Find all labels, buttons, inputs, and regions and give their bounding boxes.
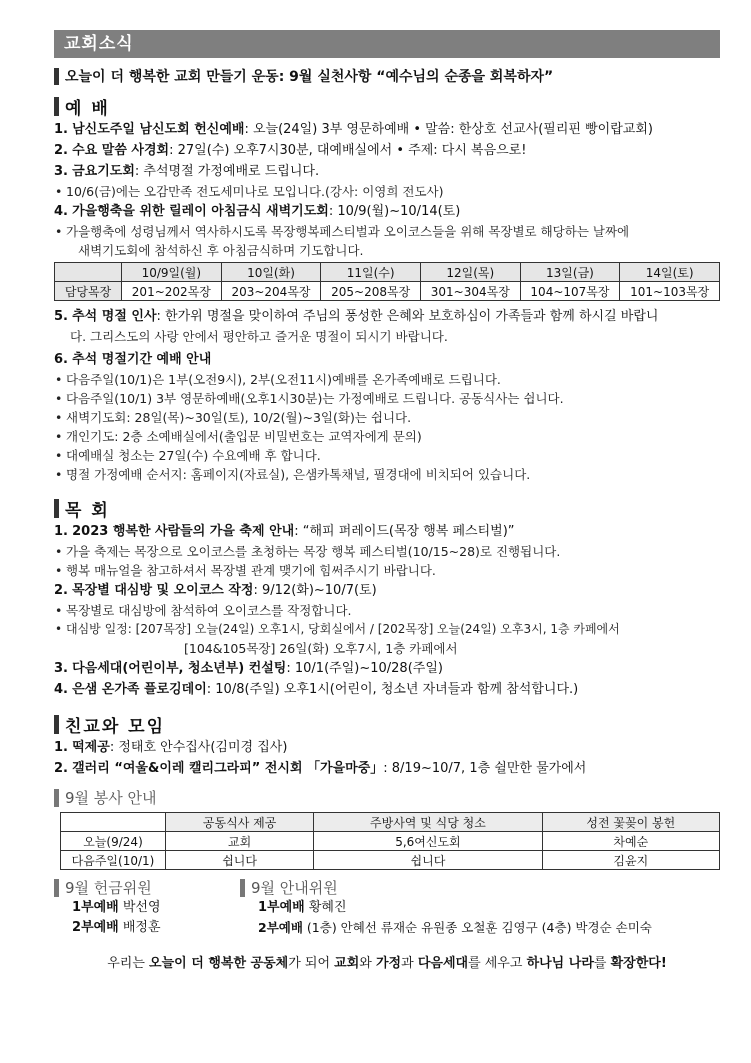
section-bar-icon [54,499,59,518]
fellowship-item-1: 1. 떡제공: 정태호 안수집사(김미경 집사) [54,740,288,755]
list-item: • 행복 매뉴얼을 참고하셔서 목장별 관계 맺기에 힘써주시기 바랍니다. [54,561,720,580]
ministry-section-title: 목 회 [54,496,720,521]
list-item: • 10/6(금)에는 오감만족 전도세미나로 모입니다.(강사: 이영희 전도사) [54,182,720,201]
ministry-item-2: 2. 목장별 대심방 및 오이코스 작정: 9/12(화)~10/7(토) [54,583,377,598]
worship-item-6: 6. 추석 명절기간 예배 안내 [54,352,212,367]
list-item: 2부예배 (1층) 안혜선 류재순 유원종 오철훈 김영구 (4층) 박경순 손미숙 [258,920,652,935]
list-item-continued: 다. 그리스도의 사랑 안에서 평안하고 즐거운 명절이 되시기 바랍니다. [70,329,448,344]
ministry-item-3: 3. 다음세대(어린이부, 청소년부) 컨설팅: 10/1(주일)~10/28(주일) [54,661,443,676]
monthly-theme [54,66,720,86]
list-item-continued: 새벽기도회에 참석하신 후 아침금식하며 기도합니다. [78,243,364,258]
list-item: • 가을 축제는 목장으로 오이코스를 초청하는 목장 행복 페스티벌(10/15~28)로 진행됩니다. [54,542,720,561]
table-header-row: 10/9일(월) 10일(화) 11일(수) 12일(목) 13일(금) 14일(토) [55,263,720,282]
relay-prayer-table [54,262,720,301]
offering-committee: 9월 헌금위원 1부예배 박선영 2부예배 배정훈 [54,878,240,938]
table-row: 다음주일(10/1) 쉽니다 쉽니다 김윤지 [61,851,720,870]
list-item: • 새벽기도회: 28일(목)~30일(토), 10/2(월)~3일(화)는 쉽니다. [54,408,720,427]
worship-item-1: 1. 남신도주일 남신도회 헌신예배: 오늘(24일) 3부 영문하예배 • 말씀: 한상호 선교사(필리핀 빵이랍교회) [54,122,653,137]
usher-committee: 9월 안내위원 1부예배 황혜진 2부예배 (1층) 안혜선 류재순 유원종 오철훈 김영구 (4층) 박경순 손미숙 [240,878,720,938]
list-item: 1부예배 박선영 [72,900,161,915]
section-bar-icon [54,789,59,807]
theme-text: 오늘이 더 행복한 교회 만들기 운동: 9월 실천사항 “예수님의 순종을 회복하자” [65,69,554,85]
bulletin-page [54,30,720,971]
list-item-continued: [104&105목장] 26일(화) 오후7시, 1층 카페에서 [184,641,458,656]
table-header-row: 공동식사 제공 주방사역 및 식당 청소 성전 꽃꽂이 봉헌 [61,813,720,832]
list-item: • 목장별로 대심방에 참석하여 오이코스를 작정합니다. [54,601,720,620]
list-item: • 다음주일(10/1) 3부 영문하예배(오후1시30분)는 가정예배로 드립니다. 공동식사는 쉽니다. [54,389,720,408]
page-title: 교회소식 [54,30,720,58]
worship-item-5: 5. 추석 명절 인사: 한가위 명절을 맞이하여 주님의 풍성한 은혜와 보호하심이 가족들과 함께 하시길 바랍니 [54,309,659,324]
volunteer-table [60,812,720,870]
fellowship-item-2: 2. 갤러리 “여울&이레 캘리그라피” 전시회 「가을마중」: 8/19~10/7, 1층 쉴만한 물가에서 [54,761,587,776]
section-bar-icon [54,715,59,734]
worship-item-2: 2. 수요 말씀 사경회: 27일(수) 오후7시30분, 대예배실에서 • 주제: 다시 복음으로! [54,143,527,158]
list-item: • 다음주일(10/1)은 1부(오전9시), 2부(오전11시)예배를 온가족예배로 드립니다. [54,370,720,389]
worship-section-title: 예 배 [54,94,720,119]
fellowship-section-title: 친교와 모임 [54,712,720,737]
section-bar-icon [54,68,59,85]
list-item: 1부예배 황혜진 [258,900,347,915]
list-item: • 대심방 일정: [207목장] 오늘(24일) 오후1시, 당회실에서 / [202목장] 오늘(24일) 오후3시, 1층 카페에서 [54,620,720,639]
table-row: 오늘(9/24) 교회 5,6여신도회 차예순 [61,832,720,851]
committee-columns [54,878,720,938]
section-bar-icon [240,879,245,897]
ministry-item-4: 4. 은샘 온가족 플로깅데이: 10/8(주일) 오후1시(어린이, 청소년 자녀들과 함께 참석합니다.) [54,682,579,697]
church-motto: 우리는 오늘이 더 행복한 공동체가 되어 교회와 가정과 다음세대를 세우고 하나님 나라를 확장한다! [107,956,667,971]
table-row: 담당목장 201~202목장 203~204목장 205~208목장 301~304목장 104~107목장 101~103목장 [55,282,720,301]
worship-item-4: 4. 가을행축을 위한 릴레이 아침금식 새벽기도회: 10/9(월)~10/14(토) [54,204,461,219]
list-item: • 명절 가정예배 순서지: 홈페이지(자료실), 은샘카톡채널, 필경대에 비치되어 있습니다. [54,465,720,484]
volunteer-section-title: 9월 봉사 안내 [54,787,720,808]
list-item: 2부예배 배정훈 [72,920,161,935]
list-item: • 가을행축에 성령님께서 역사하시도록 목장행복페스티벌과 오이코스들을 위해 목장별로 해당하는 날짜에 [54,222,720,241]
list-item: • 개인기도: 2층 소예배실에서(출입문 비밀번호는 교역자에게 문의) [54,427,720,446]
list-item: • 대예배실 청소는 27일(수) 수요예배 후 합니다. [54,446,720,465]
ministry-item-1: 1. 2023 행복한 사람들의 가을 축제 안내: “해피 퍼레이드(목장 행복 페스티벌)” [54,524,515,539]
section-bar-icon [54,97,59,116]
worship-item-3: 3. 금요기도회: 추석명절 가정예배로 드립니다. [54,164,320,179]
section-bar-icon [54,879,59,897]
